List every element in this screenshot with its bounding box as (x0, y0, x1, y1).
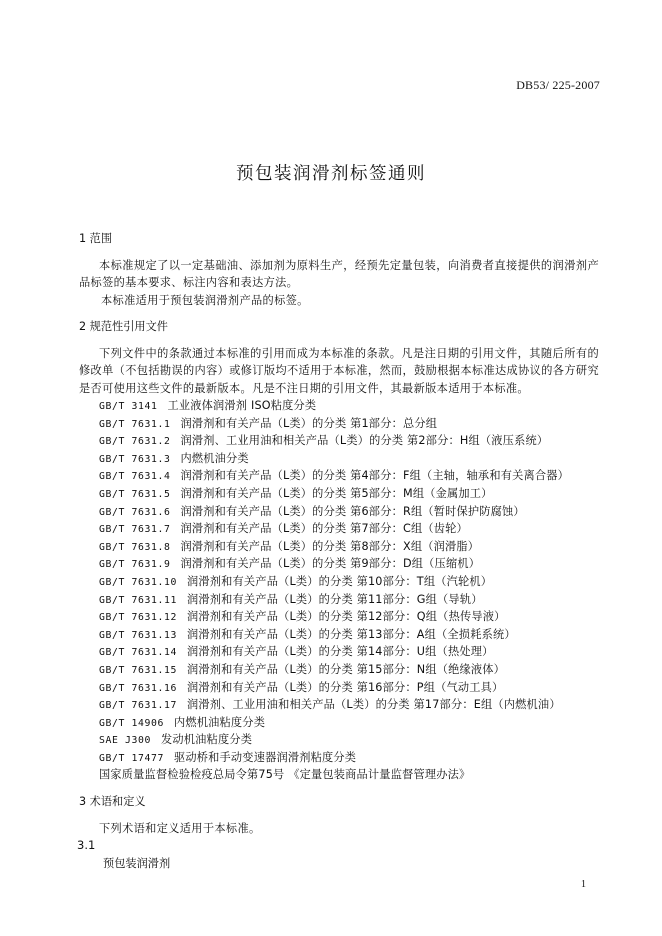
reference-item (79, 573, 599, 591)
reference-code: GB/T 7631.16 (99, 682, 177, 694)
section-3-heading: 3 术语和定义 (79, 795, 146, 809)
reference-item (79, 643, 599, 661)
reference-title: 润滑剂和有关产品（L类）的分类 第8部分：X组（润滑脂） (180, 539, 480, 553)
reference-title: 发动机油粘度分类 (161, 733, 253, 747)
reference-title: 润滑剂和有关产品（L类）的分类 第6部分：R组（暂时保护防腐蚀） (180, 504, 525, 518)
reference-code: GB/T 7631.17 (99, 700, 177, 712)
document-body (79, 230, 599, 872)
reference-code: SAE J300 (99, 735, 151, 747)
section-3-intro: 下列术语和定义适用于本标准。 (99, 821, 261, 835)
reference-item (79, 679, 599, 697)
reference-title: 润滑剂和有关产品（L类）的分类 第9部分：D组（压缩机） (180, 557, 481, 571)
reference-title: 工业液体润滑剂 ISO粘度分类 (167, 399, 317, 412)
term-name: 预包装润滑剂 (103, 856, 171, 870)
reference-item (79, 555, 599, 573)
reference-item (79, 661, 599, 679)
reference-item (79, 626, 599, 644)
reference-title: 润滑剂和有关产品（L类）的分类 第16部分：P组（气动工具） (186, 680, 504, 694)
reference-code: GB/T 7631.1 (99, 418, 171, 430)
reference-code: GB/T 7631.2 (99, 436, 171, 448)
reference-item (79, 591, 599, 609)
reference-code: GB/T 7631.7 (99, 524, 171, 536)
reference-title: 润滑剂、工业用油和相关产品（L类）的分类 第17部分：E组（内燃机油） (186, 698, 561, 712)
reference-item (79, 538, 599, 556)
section-1-heading: 1 范围 (79, 232, 113, 245)
reference-item (79, 766, 599, 784)
reference-code: GB/T 7631.5 (99, 488, 171, 500)
reference-code: GB/T 7631.8 (99, 541, 171, 553)
reference-code: GB/T 7631.6 (99, 506, 171, 518)
reference-title: 润滑剂和有关产品（L类）的分类 第15部分：N组（绝缘液体） (186, 662, 506, 676)
reference-title: 润滑剂和有关产品（L类）的分类 第5部分：M组（金属加工） (180, 486, 493, 500)
reference-item (79, 749, 599, 767)
reference-title: 润滑剂和有关产品（L类）的分类 第10部分：T组（汽轮机） (186, 574, 493, 588)
reference-item (79, 608, 599, 626)
section-2-heading: 2 规范性引用文件 (79, 320, 168, 333)
reference-code: GB/T 7631.14 (99, 647, 177, 659)
reference-code: GB/T 7631.13 (99, 629, 177, 641)
reference-title: 润滑剂和有关产品（L类）的分类 第11部分：G组（导轨） (186, 592, 483, 606)
reference-item (79, 714, 599, 732)
reference-item (79, 397, 599, 415)
reference-title: 润滑剂和有关产品（L类）的分类 第12部分：Q组（热传导液） (186, 610, 506, 624)
page-number: 1 (581, 879, 586, 890)
reference-code: GB/T 7631.12 (99, 612, 177, 624)
reference-title: 润滑剂和有关产品（L类）的分类 第1部分：总分组 (180, 416, 438, 430)
reference-title: 内燃机油分类 (180, 451, 249, 465)
reference-item (79, 520, 599, 538)
document-title: 预包装润滑剂标签通则 (236, 164, 426, 184)
reference-code: GB/T 14906 (99, 717, 164, 729)
reference-item (79, 415, 599, 433)
reference-list (79, 397, 599, 784)
reference-item (79, 503, 599, 521)
reference-title: 驱动桥和手动变速器润滑剂粘度分类 (173, 750, 357, 764)
reference-code: GB/T 7631.4 (99, 471, 171, 483)
reference-title: 润滑剂和有关产品（L类）的分类 第4部分：F组（主轴，轴承和有关离合器） (180, 469, 570, 483)
reference-title: 润滑剂和有关产品（L类）的分类 第13部分：A组（全损耗系统） (186, 627, 516, 641)
section-1-paragraph-applicability: 本标准适用于预包装润滑剂产品的标签。 (101, 293, 309, 307)
reference-item (79, 696, 599, 714)
reference-item (79, 432, 599, 450)
reference-code: GB/T 7631.9 (99, 559, 171, 571)
reference-title: 国家质量监督检验检疫总局令第75号 《定量包装商品计量监督管理办法》 (99, 768, 471, 782)
reference-code: GB/T 7631.11 (99, 594, 177, 606)
reference-item (79, 485, 599, 503)
reference-title: 润滑剂、工业用油和相关产品（L类）的分类 第2部分：H组（液压系统） (180, 434, 549, 448)
reference-title: 润滑剂和有关产品（L类）的分类 第7部分：C组（齿轮） (180, 522, 468, 536)
reference-title: 内燃机油粘度分类 (173, 715, 266, 729)
section-2-intro: 下列文件中的条款通过本标准的引用而成为本标准的条款。凡是注日期的引用文件，其随后所有的修改单（不包括勘误的内容）或修订版均不适用于本标准，然而，鼓励根据本标准达成协议的各方研究是否可使用这些文件的最新版本。凡是不注日期的引用文件，其最新版本适用于本标准。 (79, 346, 599, 395)
reference-item (79, 731, 599, 749)
reference-code: GB/T 3141 (99, 401, 158, 412)
reference-code: GB/T 7631.15 (99, 664, 177, 676)
section-1-paragraph-scope: 本标准规定了以一定基础油、添加剂为原料生产，经预先定量包装，向消费者直接提供的润滑剂产品标签的基本要求、标注内容和表达方法。 (79, 258, 599, 289)
reference-item (79, 467, 599, 485)
reference-title: 润滑剂和有关产品（L类）的分类 第14部分：U组（热处理） (186, 645, 494, 659)
reference-item (79, 450, 599, 468)
term-number: 3.1 (77, 838, 96, 853)
reference-code: GB/T 7631.10 (99, 576, 177, 588)
reference-code: GB/T 17477 (99, 752, 164, 764)
reference-code: GB/T 7631.3 (99, 453, 171, 465)
standard-code: DB53/ 225-2007 (516, 78, 600, 92)
